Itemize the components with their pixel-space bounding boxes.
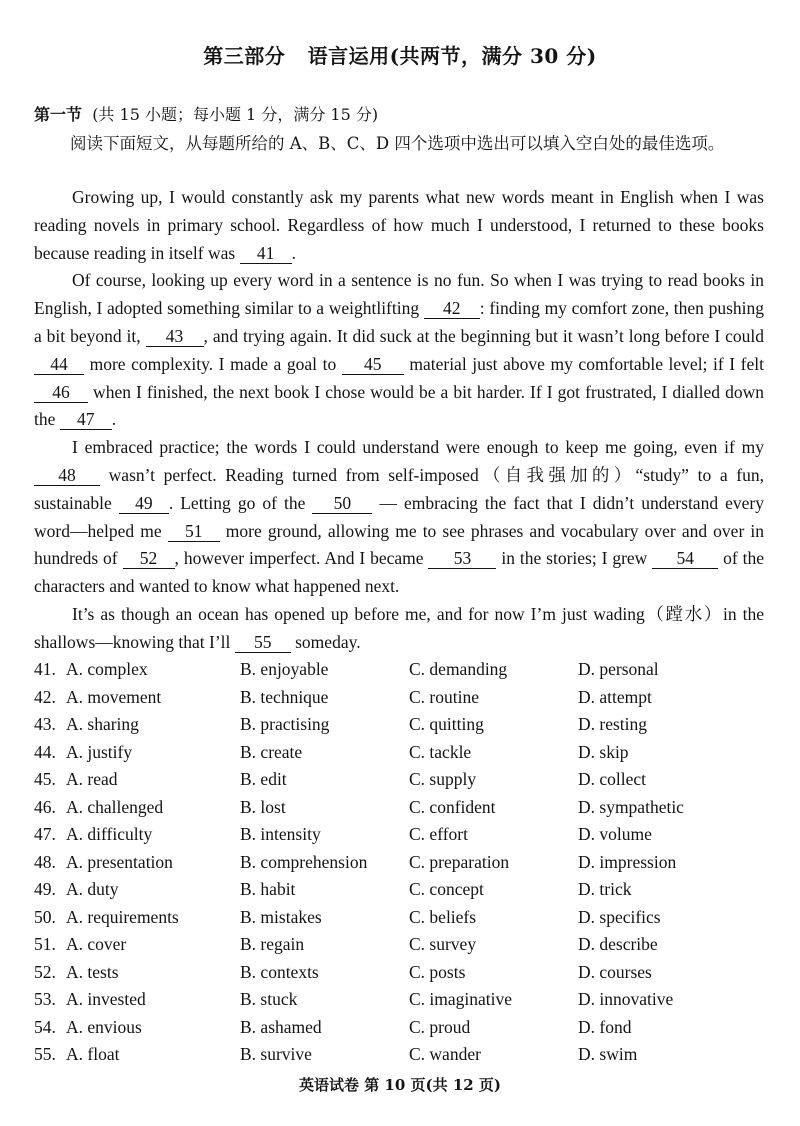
option-b: B. mistakes xyxy=(240,906,322,927)
page-footer: 英语试卷 第 10 页(共 12 页) xyxy=(298,1076,502,1094)
option-row xyxy=(34,931,774,959)
passage-paragraph xyxy=(34,184,764,267)
question-number: 42. xyxy=(34,686,56,707)
option-row xyxy=(34,739,774,767)
option-b: B. edit xyxy=(240,769,287,790)
option-c: C. survey xyxy=(409,934,477,955)
option-a: A. difficulty xyxy=(66,824,153,845)
option-d: D. resting xyxy=(578,714,648,735)
passage-text: of the characters and wanted to know what happened next. xyxy=(34,548,764,597)
option-d: D. courses xyxy=(578,961,652,982)
option-c: C. routine xyxy=(409,686,479,707)
option-d: D. trick xyxy=(578,879,632,900)
option-row xyxy=(34,904,774,932)
question-number: 54. xyxy=(34,1016,56,1037)
option-row xyxy=(34,766,774,794)
option-b: B. regain xyxy=(240,934,305,955)
passage-text: material just above my comfortable level; if I felt xyxy=(403,353,764,374)
option-b: B. lost xyxy=(240,796,286,817)
option-a: A. presentation xyxy=(66,851,173,872)
option-d: D. innovative xyxy=(578,989,674,1010)
option-d: D. collect xyxy=(578,769,647,790)
options-list xyxy=(34,656,774,1069)
option-c: C. confident xyxy=(409,796,496,817)
option-b: B. comprehension xyxy=(240,851,368,872)
question-number: 41. xyxy=(34,659,56,680)
option-a: A. sharing xyxy=(66,714,139,735)
option-row xyxy=(34,1041,774,1069)
blank-46: 46 xyxy=(34,382,88,403)
option-d: D. fond xyxy=(578,1016,632,1037)
option-c: C. imaginative xyxy=(409,989,513,1010)
blank-53: 53 xyxy=(428,548,496,569)
passage-text: wasn’t perfect. Reading turned from self-imposed（自我强加的）“study” to a fun, sustainable xyxy=(34,464,764,513)
passage-paragraph xyxy=(34,434,764,601)
option-b: B. practising xyxy=(240,714,330,735)
blank-55: 55 xyxy=(235,632,291,653)
option-a: A. tests xyxy=(66,961,119,982)
option-a: A. duty xyxy=(66,879,119,900)
option-c: C. posts xyxy=(409,961,466,982)
option-row xyxy=(34,794,774,822)
question-number: 49. xyxy=(34,879,56,900)
option-a: A. movement xyxy=(66,686,162,707)
option-b: B. technique xyxy=(240,686,329,707)
option-c: C. wander xyxy=(409,1044,481,1065)
question-number: 55. xyxy=(34,1044,56,1065)
option-b: B. intensity xyxy=(240,824,321,845)
blank-42: 42 xyxy=(424,298,480,319)
option-a: A. read xyxy=(66,769,118,790)
blank-48: 48 xyxy=(34,465,100,486)
option-d: D. attempt xyxy=(578,686,652,707)
option-row xyxy=(34,959,774,987)
passage-text: someday. xyxy=(290,631,361,652)
section-heading xyxy=(34,102,378,125)
option-b: B. create xyxy=(240,741,303,762)
page-title: 第三部分 语言运用(共两节，满分 30 分) xyxy=(203,44,597,68)
passage-text: more ground, allowing me to see phrases and vocabulary over and over in hundreds of xyxy=(34,520,764,569)
option-a: A. envious xyxy=(66,1016,142,1037)
option-c: C. proud xyxy=(409,1016,471,1037)
option-d: D. describe xyxy=(578,934,658,955)
question-number: 51. xyxy=(34,934,56,955)
option-b: B. ashamed xyxy=(240,1016,322,1037)
passage-text: , however imperfect. And I became xyxy=(174,548,429,569)
option-a: A. complex xyxy=(66,659,148,680)
blank-52: 52 xyxy=(123,548,175,569)
option-d: D. swim xyxy=(578,1044,638,1065)
option-d: D. personal xyxy=(578,659,659,680)
instructions: 阅读下面短文，从每题所给的 A、B、C、D 四个选项中选出可以填入空白处的最佳选项。 xyxy=(70,134,725,153)
question-number: 48. xyxy=(34,851,56,872)
option-a: A. cover xyxy=(66,934,127,955)
cloze-passage xyxy=(34,184,764,657)
question-number: 52. xyxy=(34,961,56,982)
passage-paragraph xyxy=(34,601,764,657)
option-row xyxy=(34,684,774,712)
question-number: 44. xyxy=(34,741,56,762)
option-row xyxy=(34,656,774,684)
question-number: 50. xyxy=(34,906,56,927)
option-a: A. invested xyxy=(66,989,146,1010)
option-a: A. justify xyxy=(66,741,133,762)
blank-47: 47 xyxy=(60,409,112,430)
option-row xyxy=(34,986,774,1014)
blank-50: 50 xyxy=(312,493,372,514)
option-c: C. beliefs xyxy=(409,906,477,927)
passage-text: when I finished, the next book I chose would be a bit harder. If I got frustrated, I dialled down the xyxy=(34,381,764,430)
blank-41: 41 xyxy=(240,243,292,264)
option-b: B. survive xyxy=(240,1044,312,1065)
option-row xyxy=(34,876,774,904)
option-d: D. specifics xyxy=(578,906,661,927)
blank-49: 49 xyxy=(119,493,169,514)
blank-44: 44 xyxy=(34,354,84,375)
option-c: C. quitting xyxy=(409,714,484,735)
passage-text: Of course, looking up every word in a sentence is no fun. So when I was trying to read books in English, I adopted something similar to a weightlifting xyxy=(34,270,764,319)
option-d: D. skip xyxy=(578,741,629,762)
passage-text: more complexity. I made a goal to xyxy=(84,353,342,374)
passage-text: It’s as though an ocean has opened up before me, and for now I’m just wading（蹚水）in the shallows—knowing that I’ll xyxy=(34,603,764,652)
option-row xyxy=(34,1014,774,1042)
option-b: B. contexts xyxy=(240,961,319,982)
option-d: D. volume xyxy=(578,824,652,845)
section-info: (共 15 小题；每小题 1 分，满分 15 分) xyxy=(92,105,379,124)
passage-text: . xyxy=(111,409,117,430)
option-c: C. concept xyxy=(409,879,484,900)
question-number: 45. xyxy=(34,769,56,790)
passage-text: — embracing the fact that I didn’t understand every word—helped me xyxy=(34,492,764,541)
question-number: 43. xyxy=(34,714,56,735)
passage-text: I embraced practice; the words I could understand were enough to keep me going, even if my xyxy=(72,437,764,458)
option-c: C. tackle xyxy=(409,741,472,762)
passage-paragraph xyxy=(34,267,764,434)
blank-54: 54 xyxy=(652,548,718,569)
option-c: C. demanding xyxy=(409,659,508,680)
option-d: D. sympathetic xyxy=(578,796,684,817)
question-number: 46. xyxy=(34,796,56,817)
option-b: B. habit xyxy=(240,879,296,900)
passage-text: in the stories; I grew xyxy=(496,548,653,569)
option-b: B. stuck xyxy=(240,989,298,1010)
passage-text: . xyxy=(291,242,296,263)
option-c: C. supply xyxy=(409,769,477,790)
option-a: A. requirements xyxy=(66,906,179,927)
passage-text: : finding my comfort zone, then pushing a bit beyond it, xyxy=(34,298,764,346)
option-a: A. challenged xyxy=(66,796,164,817)
passage-text: Growing up, I would constantly ask my parents what new words meant in English when I was reading novels in primary school. Regardless of how much I understood, I returned to these books because reading in itself was xyxy=(34,187,764,263)
option-d: D. impression xyxy=(578,851,677,872)
question-number: 53. xyxy=(34,989,56,1010)
passage-text: , and trying again. It did suck at the beginning but it wasn’t long before I could xyxy=(203,325,764,346)
option-row xyxy=(34,821,774,849)
blank-45: 45 xyxy=(342,354,404,375)
blank-51: 51 xyxy=(168,521,220,542)
section-number: 第一节 xyxy=(34,105,83,124)
option-b: B. enjoyable xyxy=(240,659,329,680)
option-row xyxy=(34,711,774,739)
question-number: 47. xyxy=(34,824,56,845)
option-row xyxy=(34,849,774,877)
option-c: C. effort xyxy=(409,824,468,845)
option-a: A. float xyxy=(66,1044,120,1065)
option-c: C. preparation xyxy=(409,851,510,872)
blank-43: 43 xyxy=(146,326,204,347)
passage-text: . Letting go of the xyxy=(168,492,313,513)
